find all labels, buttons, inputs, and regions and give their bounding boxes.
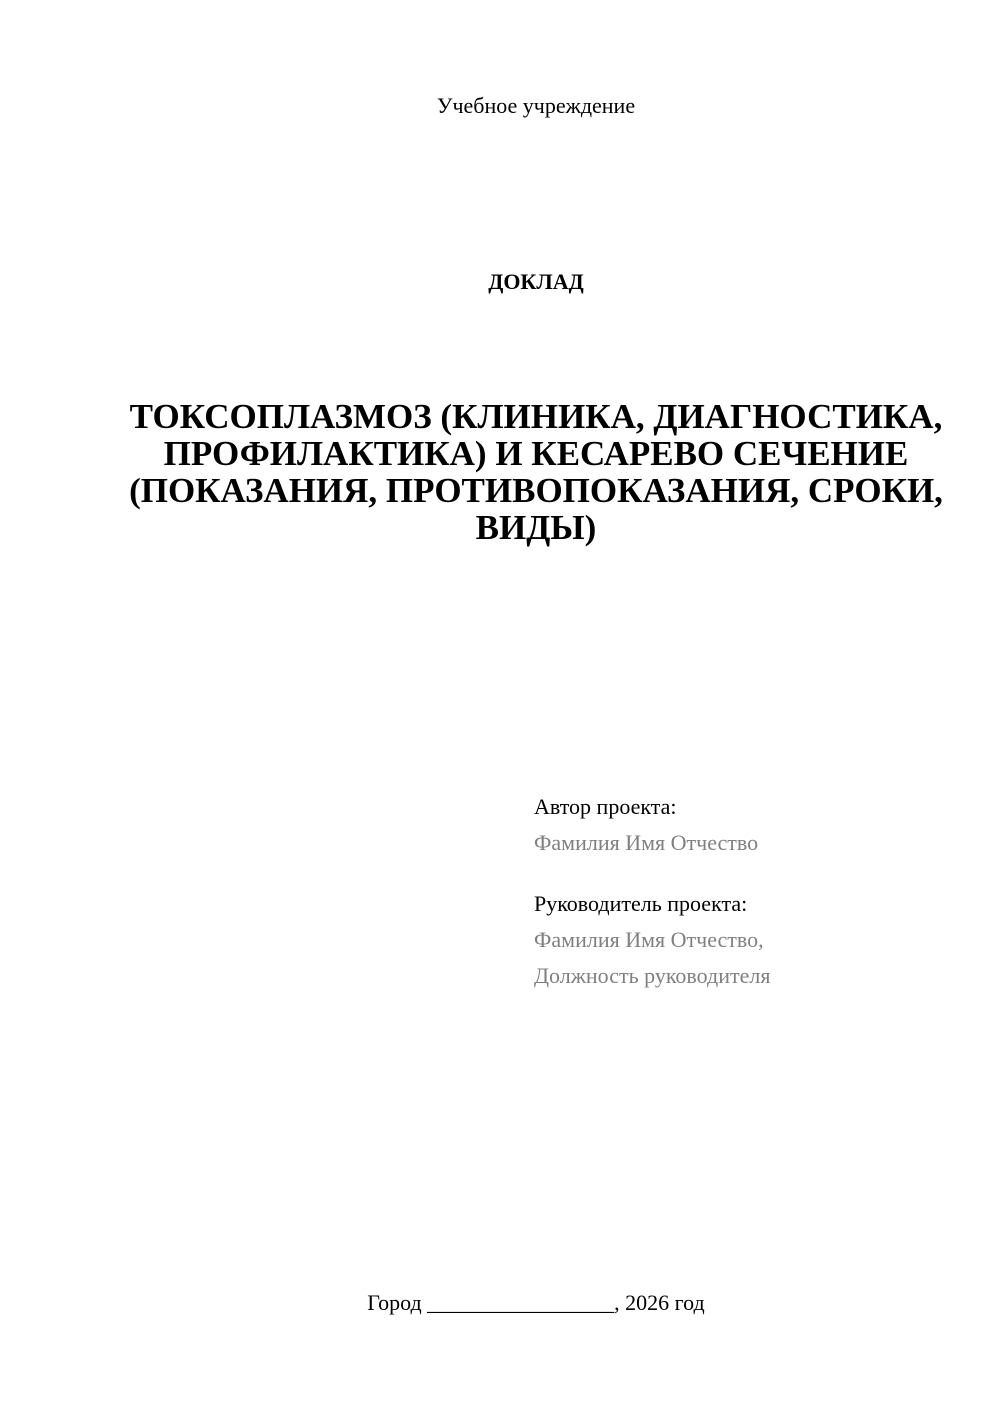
supervisor-name: Фамилия Имя Отчество, (534, 927, 764, 952)
city-year-line: Город _________________, 2026 год (367, 1290, 705, 1315)
credits-spacer (534, 861, 974, 886)
supervisor-label: Руководитель проекта: (534, 891, 748, 916)
credits-block (534, 789, 974, 994)
author-name: Фамилия Имя Отчество (534, 830, 759, 855)
author-label: Автор проекта: (534, 794, 677, 819)
document-type: ДОКЛАД (488, 269, 584, 294)
document-title: ТОКСОПЛАЗМОЗ (КЛИНИКА, ДИАГНОСТИКА, ПРОФИЛАКТИКА) И КЕСАРЕВО СЕЧЕНИЕ (ПОКАЗАНИЯ, ПРОТИВОПОКАЗАНИЯ, СРОКИ, ВИДЫ) (129, 397, 943, 547)
supervisor-position: Должность руководителя (534, 963, 771, 988)
institution-name: Учебное учреждение (436, 93, 636, 118)
